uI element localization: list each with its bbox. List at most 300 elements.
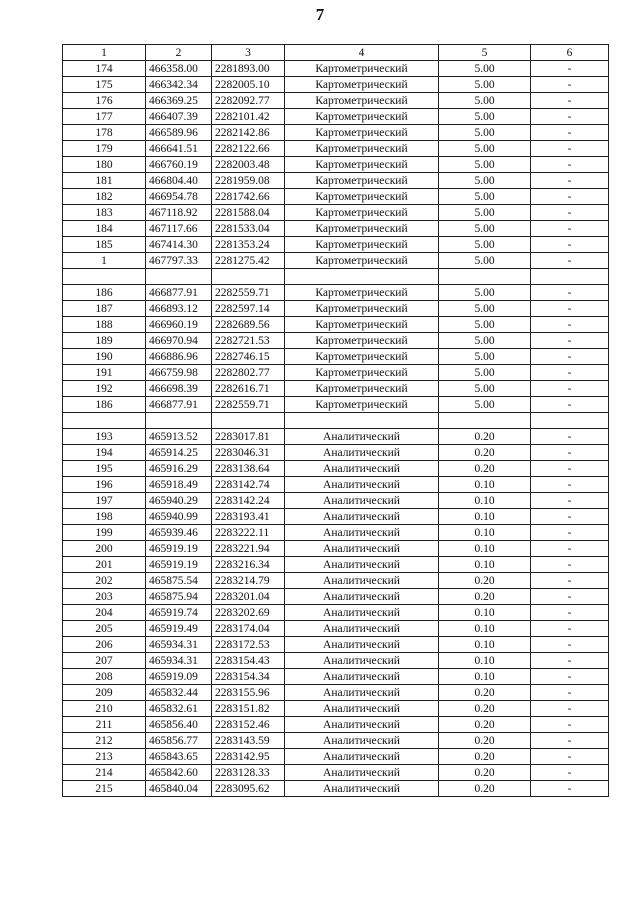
x-coordinate-cell [146, 269, 212, 285]
point-number-cell: 203 [63, 589, 146, 605]
y-coordinate-cell: 2283095.62 [212, 781, 285, 797]
table-row [63, 381, 609, 397]
point-number-cell: 191 [63, 365, 146, 381]
table-row [63, 573, 609, 589]
table-header-row [63, 45, 609, 61]
table-row [63, 605, 609, 621]
table-row [63, 349, 609, 365]
method-cell: Картометрический [285, 285, 439, 301]
method-cell: Картометрический [285, 125, 439, 141]
accuracy-cell: 0.20 [439, 749, 531, 765]
point-number-cell: 205 [63, 621, 146, 637]
description-cell: - [531, 237, 609, 253]
y-coordinate-cell: 2283142.95 [212, 749, 285, 765]
header-cell-point: 1 [63, 45, 146, 61]
table-row [63, 333, 609, 349]
description-cell: - [531, 221, 609, 237]
description-cell: - [531, 285, 609, 301]
point-number-cell: 186 [63, 285, 146, 301]
point-number-cell: 214 [63, 765, 146, 781]
description-cell: - [531, 333, 609, 349]
point-number-cell: 184 [63, 221, 146, 237]
y-coordinate-cell: 2281275.42 [212, 253, 285, 269]
accuracy-cell: 0.10 [439, 509, 531, 525]
method-cell: Аналитический [285, 733, 439, 749]
method-cell: Аналитический [285, 685, 439, 701]
y-coordinate-cell: 2283154.43 [212, 653, 285, 669]
accuracy-cell: 0.20 [439, 461, 531, 477]
description-cell: - [531, 541, 609, 557]
table-separator-row [63, 413, 609, 429]
accuracy-cell [439, 269, 531, 285]
x-coordinate-cell: 465856.77 [146, 733, 212, 749]
y-coordinate-cell [212, 413, 285, 429]
y-coordinate-cell: 2283128.33 [212, 765, 285, 781]
x-coordinate-cell: 466358.00 [146, 61, 212, 77]
y-coordinate-cell: 2281742.66 [212, 189, 285, 205]
y-coordinate-cell: 2282092.77 [212, 93, 285, 109]
x-coordinate-cell: 466960.19 [146, 317, 212, 333]
accuracy-cell: 0.20 [439, 589, 531, 605]
x-coordinate-cell: 465940.99 [146, 509, 212, 525]
method-cell: Аналитический [285, 429, 439, 445]
table-row [63, 589, 609, 605]
x-coordinate-cell: 465919.74 [146, 605, 212, 621]
point-number-cell: 175 [63, 77, 146, 93]
point-number-cell: 211 [63, 717, 146, 733]
x-coordinate-cell: 465913.52 [146, 429, 212, 445]
x-coordinate-cell: 465832.61 [146, 701, 212, 717]
header-cell-accuracy: 5 [439, 45, 531, 61]
point-number-cell: 201 [63, 557, 146, 573]
x-coordinate-cell: 467797.33 [146, 253, 212, 269]
method-cell [285, 269, 439, 285]
point-number-cell: 176 [63, 93, 146, 109]
point-number-cell: 213 [63, 749, 146, 765]
description-cell: - [531, 589, 609, 605]
description-cell: - [531, 461, 609, 477]
y-coordinate-cell: 2282559.71 [212, 397, 285, 413]
table-row [63, 61, 609, 77]
accuracy-cell: 0.20 [439, 429, 531, 445]
method-cell: Картометрический [285, 333, 439, 349]
y-coordinate-cell: 2282616.71 [212, 381, 285, 397]
accuracy-cell: 5.00 [439, 349, 531, 365]
table-row [63, 157, 609, 173]
accuracy-cell: 5.00 [439, 237, 531, 253]
method-cell: Аналитический [285, 509, 439, 525]
method-cell: Картометрический [285, 173, 439, 189]
y-coordinate-cell: 2283143.59 [212, 733, 285, 749]
y-coordinate-cell: 2282802.77 [212, 365, 285, 381]
method-cell: Аналитический [285, 541, 439, 557]
x-coordinate-cell: 466760.19 [146, 157, 212, 173]
y-coordinate-cell: 2282721.53 [212, 333, 285, 349]
table-row [63, 253, 609, 269]
description-cell: - [531, 445, 609, 461]
x-coordinate-cell: 465843.65 [146, 749, 212, 765]
description-cell: - [531, 685, 609, 701]
y-coordinate-cell: 2282142.86 [212, 125, 285, 141]
description-cell: - [531, 525, 609, 541]
accuracy-cell: 5.00 [439, 253, 531, 269]
x-coordinate-cell: 465919.19 [146, 557, 212, 573]
table-row [63, 445, 609, 461]
table-row [63, 397, 609, 413]
description-cell: - [531, 749, 609, 765]
method-cell: Картометрический [285, 397, 439, 413]
point-number-cell: 179 [63, 141, 146, 157]
description-cell: - [531, 509, 609, 525]
x-coordinate-cell: 465856.40 [146, 717, 212, 733]
point-number-cell: 198 [63, 509, 146, 525]
point-number-cell [63, 413, 146, 429]
y-coordinate-cell: 2283221.94 [212, 541, 285, 557]
x-coordinate-cell: 466804.40 [146, 173, 212, 189]
method-cell: Аналитический [285, 653, 439, 669]
accuracy-cell: 0.20 [439, 701, 531, 717]
point-number-cell: 183 [63, 205, 146, 221]
description-cell: - [531, 349, 609, 365]
header-cell-x: 2 [146, 45, 212, 61]
y-coordinate-cell: 2283202.69 [212, 605, 285, 621]
table-row [63, 317, 609, 333]
x-coordinate-cell: 466698.39 [146, 381, 212, 397]
accuracy-cell: 0.10 [439, 541, 531, 557]
table-row [63, 685, 609, 701]
point-number-cell: 207 [63, 653, 146, 669]
point-number-cell: 215 [63, 781, 146, 797]
x-coordinate-cell: 466970.94 [146, 333, 212, 349]
x-coordinate-cell: 467117.66 [146, 221, 212, 237]
point-number-cell: 189 [63, 333, 146, 349]
description-cell: - [531, 493, 609, 509]
table-row [63, 477, 609, 493]
table-row [63, 637, 609, 653]
table-row [63, 189, 609, 205]
method-cell: Картометрический [285, 301, 439, 317]
description-cell: - [531, 557, 609, 573]
table-row [63, 221, 609, 237]
accuracy-cell: 5.00 [439, 397, 531, 413]
point-number-cell: 180 [63, 157, 146, 173]
x-coordinate-cell: 467414.30 [146, 237, 212, 253]
accuracy-cell: 5.00 [439, 317, 531, 333]
y-coordinate-cell: 2283152.46 [212, 717, 285, 733]
method-cell [285, 413, 439, 429]
description-cell: - [531, 637, 609, 653]
method-cell: Аналитический [285, 621, 439, 637]
y-coordinate-cell: 2282101.42 [212, 109, 285, 125]
table-row [63, 125, 609, 141]
y-coordinate-cell: 2283142.74 [212, 477, 285, 493]
accuracy-cell: 0.10 [439, 477, 531, 493]
method-cell: Аналитический [285, 461, 439, 477]
y-coordinate-cell [212, 269, 285, 285]
x-coordinate-cell: 465919.09 [146, 669, 212, 685]
accuracy-cell: 5.00 [439, 77, 531, 93]
x-coordinate-cell: 465934.31 [146, 653, 212, 669]
point-number-cell: 193 [63, 429, 146, 445]
accuracy-cell: 5.00 [439, 221, 531, 237]
table-row [63, 509, 609, 525]
point-number-cell: 182 [63, 189, 146, 205]
y-coordinate-cell: 2283017.81 [212, 429, 285, 445]
description-cell: - [531, 381, 609, 397]
table-row [63, 765, 609, 781]
method-cell: Картометрический [285, 317, 439, 333]
y-coordinate-cell: 2283201.04 [212, 589, 285, 605]
y-coordinate-cell: 2283046.31 [212, 445, 285, 461]
method-cell: Аналитический [285, 749, 439, 765]
description-cell: - [531, 77, 609, 93]
description-cell: - [531, 189, 609, 205]
accuracy-cell: 0.10 [439, 493, 531, 509]
accuracy-cell: 5.00 [439, 189, 531, 205]
method-cell: Картометрический [285, 109, 439, 125]
y-coordinate-cell: 2283193.41 [212, 509, 285, 525]
description-cell: - [531, 317, 609, 333]
point-number-cell: 209 [63, 685, 146, 701]
table-separator-row [63, 269, 609, 285]
y-coordinate-cell: 2283155.96 [212, 685, 285, 701]
y-coordinate-cell: 2283151.82 [212, 701, 285, 717]
accuracy-cell: 0.10 [439, 605, 531, 621]
description-cell: - [531, 733, 609, 749]
x-coordinate-cell: 466407.39 [146, 109, 212, 125]
description-cell: - [531, 781, 609, 797]
point-number-cell: 202 [63, 573, 146, 589]
accuracy-cell: 0.20 [439, 573, 531, 589]
table-row [63, 525, 609, 541]
description-cell: - [531, 717, 609, 733]
x-coordinate-cell: 465918.49 [146, 477, 212, 493]
x-coordinate-cell: 466369.25 [146, 93, 212, 109]
method-cell: Аналитический [285, 669, 439, 685]
x-coordinate-cell: 465934.31 [146, 637, 212, 653]
point-number-cell: 192 [63, 381, 146, 397]
table-row [63, 173, 609, 189]
accuracy-cell: 0.10 [439, 621, 531, 637]
method-cell: Аналитический [285, 781, 439, 797]
accuracy-cell: 0.20 [439, 717, 531, 733]
description-cell: - [531, 157, 609, 173]
y-coordinate-cell: 2281893.00 [212, 61, 285, 77]
y-coordinate-cell: 2282597.14 [212, 301, 285, 317]
y-coordinate-cell: 2282003.48 [212, 157, 285, 173]
table-row [63, 493, 609, 509]
x-coordinate-cell: 465919.49 [146, 621, 212, 637]
y-coordinate-cell: 2282005.10 [212, 77, 285, 93]
description-cell: - [531, 765, 609, 781]
y-coordinate-cell: 2283172.53 [212, 637, 285, 653]
table-row [63, 749, 609, 765]
description-cell: - [531, 301, 609, 317]
x-coordinate-cell: 465875.94 [146, 589, 212, 605]
y-coordinate-cell: 2283138.64 [212, 461, 285, 477]
header-cell-method: 4 [285, 45, 439, 61]
accuracy-cell: 5.00 [439, 333, 531, 349]
y-coordinate-cell: 2281959.08 [212, 173, 285, 189]
x-coordinate-cell: 466342.34 [146, 77, 212, 93]
accuracy-cell: 5.00 [439, 125, 531, 141]
header-cell-y: 3 [212, 45, 285, 61]
accuracy-cell: 5.00 [439, 381, 531, 397]
table-row [63, 557, 609, 573]
x-coordinate-cell: 466877.91 [146, 397, 212, 413]
y-coordinate-cell: 2282689.56 [212, 317, 285, 333]
accuracy-cell: 0.20 [439, 445, 531, 461]
point-number-cell: 210 [63, 701, 146, 717]
x-coordinate-cell: 465939.46 [146, 525, 212, 541]
accuracy-cell: 5.00 [439, 141, 531, 157]
table-row [63, 701, 609, 717]
accuracy-cell: 0.10 [439, 525, 531, 541]
x-coordinate-cell: 465875.54 [146, 573, 212, 589]
table-row [63, 301, 609, 317]
point-number-cell: 177 [63, 109, 146, 125]
x-coordinate-cell: 466589.96 [146, 125, 212, 141]
accuracy-cell: 0.10 [439, 557, 531, 573]
description-cell: - [531, 605, 609, 621]
method-cell: Картометрический [285, 237, 439, 253]
x-coordinate-cell: 465840.04 [146, 781, 212, 797]
point-number-cell: 181 [63, 173, 146, 189]
y-coordinate-cell: 2283222.11 [212, 525, 285, 541]
point-number-cell: 204 [63, 605, 146, 621]
y-coordinate-cell: 2283154.34 [212, 669, 285, 685]
point-number-cell [63, 269, 146, 285]
method-cell: Аналитический [285, 573, 439, 589]
x-coordinate-cell: 466641.51 [146, 141, 212, 157]
x-coordinate-cell: 465842.60 [146, 765, 212, 781]
accuracy-cell: 0.10 [439, 637, 531, 653]
table-row [63, 93, 609, 109]
y-coordinate-cell: 2281533.04 [212, 221, 285, 237]
method-cell: Картометрический [285, 365, 439, 381]
point-number-cell: 206 [63, 637, 146, 653]
accuracy-cell: 5.00 [439, 205, 531, 221]
point-number-cell: 190 [63, 349, 146, 365]
y-coordinate-cell: 2282559.71 [212, 285, 285, 301]
method-cell: Аналитический [285, 637, 439, 653]
method-cell: Аналитический [285, 589, 439, 605]
point-number-cell: 197 [63, 493, 146, 509]
table-body [63, 45, 609, 797]
y-coordinate-cell: 2283174.04 [212, 621, 285, 637]
method-cell: Аналитический [285, 765, 439, 781]
point-number-cell: 199 [63, 525, 146, 541]
x-coordinate-cell [146, 413, 212, 429]
method-cell: Аналитический [285, 525, 439, 541]
description-cell: - [531, 109, 609, 125]
point-number-cell: 208 [63, 669, 146, 685]
y-coordinate-cell: 2283142.24 [212, 493, 285, 509]
description-cell: - [531, 125, 609, 141]
y-coordinate-cell: 2282122.66 [212, 141, 285, 157]
page-number: 7 [315, 5, 325, 24]
accuracy-cell: 0.20 [439, 765, 531, 781]
table-row [63, 669, 609, 685]
accuracy-cell: 0.10 [439, 669, 531, 685]
point-number-cell: 200 [63, 541, 146, 557]
table-row [63, 285, 609, 301]
table-row [63, 205, 609, 221]
point-number-cell: 174 [63, 61, 146, 77]
table-row [63, 733, 609, 749]
method-cell: Картометрический [285, 157, 439, 173]
description-cell: - [531, 173, 609, 189]
description-cell [531, 269, 609, 285]
point-number-cell: 212 [63, 733, 146, 749]
table-row [63, 237, 609, 253]
accuracy-cell: 5.00 [439, 109, 531, 125]
description-cell: - [531, 621, 609, 637]
x-coordinate-cell: 466877.91 [146, 285, 212, 301]
accuracy-cell: 0.10 [439, 653, 531, 669]
point-number-cell: 185 [63, 237, 146, 253]
x-coordinate-cell: 465940.29 [146, 493, 212, 509]
x-coordinate-cell: 466759.98 [146, 365, 212, 381]
method-cell: Картометрический [285, 77, 439, 93]
table-row [63, 653, 609, 669]
y-coordinate-cell: 2281588.04 [212, 205, 285, 221]
description-cell: - [531, 397, 609, 413]
y-coordinate-cell: 2282746.15 [212, 349, 285, 365]
method-cell: Картометрический [285, 189, 439, 205]
table-row [63, 461, 609, 477]
description-cell: - [531, 429, 609, 445]
description-cell: - [531, 701, 609, 717]
point-number-cell: 194 [63, 445, 146, 461]
method-cell: Аналитический [285, 557, 439, 573]
description-cell: - [531, 653, 609, 669]
accuracy-cell: 5.00 [439, 157, 531, 173]
description-cell: - [531, 477, 609, 493]
table-row [63, 365, 609, 381]
description-cell: - [531, 205, 609, 221]
x-coordinate-cell: 466954.78 [146, 189, 212, 205]
point-number-cell: 186 [63, 397, 146, 413]
accuracy-cell: 0.20 [439, 781, 531, 797]
table-row [63, 781, 609, 797]
method-cell: Аналитический [285, 477, 439, 493]
point-number-cell: 195 [63, 461, 146, 477]
method-cell: Картометрический [285, 61, 439, 77]
accuracy-cell: 0.20 [439, 733, 531, 749]
method-cell: Картометрический [285, 349, 439, 365]
table-row [63, 429, 609, 445]
table-row [63, 77, 609, 93]
point-number-cell: 187 [63, 301, 146, 317]
y-coordinate-cell: 2281353.24 [212, 237, 285, 253]
description-cell: - [531, 141, 609, 157]
method-cell: Картометрический [285, 141, 439, 157]
description-cell: - [531, 61, 609, 77]
table-row [63, 141, 609, 157]
accuracy-cell: 5.00 [439, 173, 531, 189]
method-cell: Аналитический [285, 717, 439, 733]
accuracy-cell [439, 413, 531, 429]
point-number-cell: 196 [63, 477, 146, 493]
accuracy-cell: 5.00 [439, 61, 531, 77]
x-coordinate-cell: 465832.44 [146, 685, 212, 701]
description-cell: - [531, 365, 609, 381]
table-row [63, 109, 609, 125]
method-cell: Картометрический [285, 93, 439, 109]
description-cell: - [531, 573, 609, 589]
accuracy-cell: 5.00 [439, 93, 531, 109]
